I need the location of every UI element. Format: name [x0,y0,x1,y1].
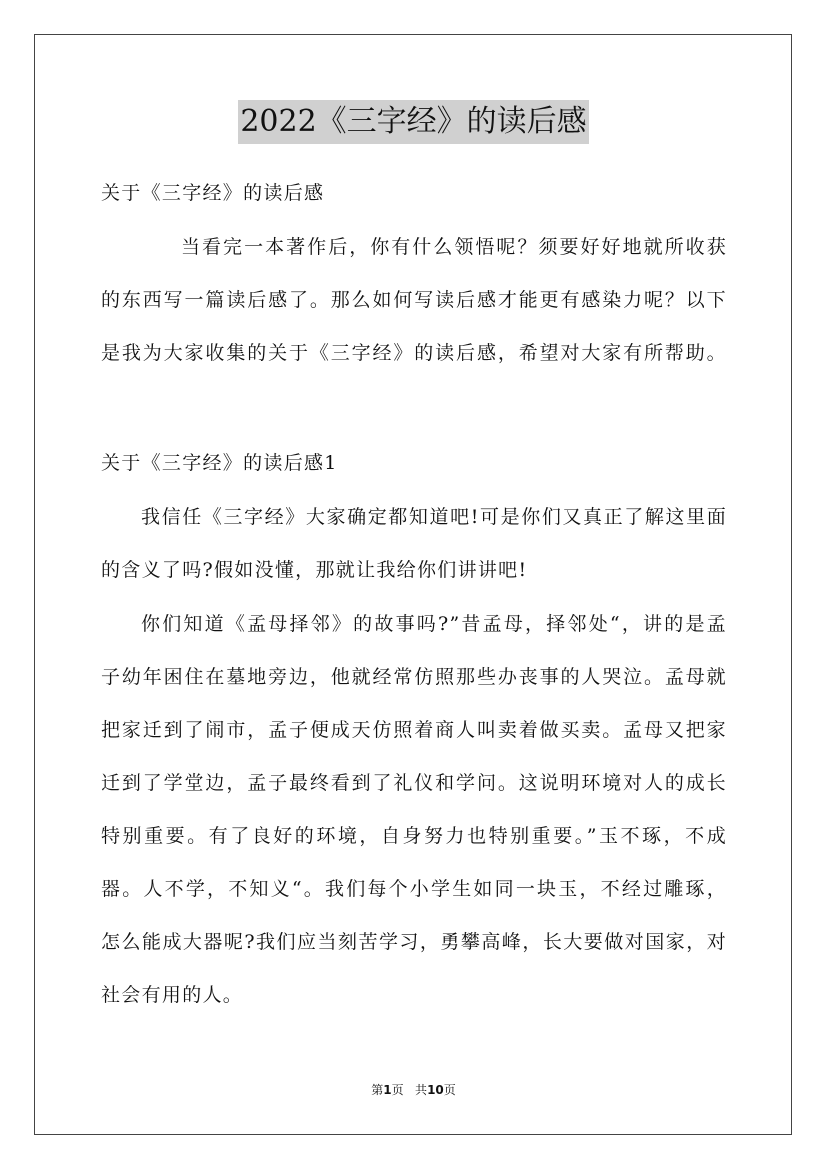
paragraph-2-line-1: 你们知道《孟母择邻》的故事吗?”昔孟母，择邻处“，讲的是孟 [141,613,727,635]
paragraph-2-line-5: 特别重要。有了良好的环境，自身努力也特别重要。”玉不琢，不成 [101,825,727,847]
section-heading-text: 关于《三字经》的读后感 [101,182,325,204]
title-wrap [0,100,827,144]
paragraph-1-line-1: 我信任《三字经》大家确定都知道吧!可是你们又真正了解这里面 [141,506,727,528]
footer-page-suffix: 页 [391,1083,404,1097]
paragraph-2-line-4: 迁到了学堂边，孟子最终看到了礼仪和学问。这说明环境对人的成长 [101,772,727,794]
intro-line-3: 是我为大家收集的关于《三字经》的读后感，希望对大家有所帮助。 [101,342,727,364]
footer-page-prefix: 第 [371,1083,384,1097]
footer-total-prefix: 共 [415,1083,428,1097]
paragraph-2-line-2: 子幼年困住在墓地旁边，他就经常仿照那些办丧事的人哭泣。孟母就 [101,666,727,688]
essay-heading-text: 关于《三字经》的读后感1 [101,452,338,474]
intro-line-2: 的东西写一篇读后感了。那么如何写读后感才能更有感染力呢？以下 [101,289,727,311]
paragraph-2-line-6: 器。人不学，不知义“。我们每个小学生如同一块玉，不经过雕琢， [101,878,727,900]
paragraph-2-line-7: 怎么能成大器呢?我们应当刻苦学习，勇攀高峰，长大要做对国家，对 [101,931,727,953]
essay-heading [101,437,727,490]
intro-paragraph [101,221,727,380]
paragraph-1 [101,491,727,597]
intro-line-1: 当看完一本著作后，你有什么领悟呢？须要好好地就所收获 [181,236,727,258]
section-heading [101,167,727,220]
footer-total-suffix: 页 [443,1083,456,1097]
paragraph-1-line-2: 的含义了吗?假如没懂，那就让我给你们讲讲吧! [101,559,528,581]
paragraph-2-line-8: 社会有用的人。 [101,984,244,1006]
paragraph-2 [101,598,727,1022]
document-title: 2022《三字经》的读后感 [238,100,588,144]
footer-page-number: 1 [383,1083,392,1097]
paragraph-2-line-3: 把家迁到了闹市，孟子便成天仿照着商人叫卖着做买卖。孟母又把家 [101,719,727,741]
page-footer [0,1081,827,1098]
footer-total-pages: 10 [427,1083,444,1097]
